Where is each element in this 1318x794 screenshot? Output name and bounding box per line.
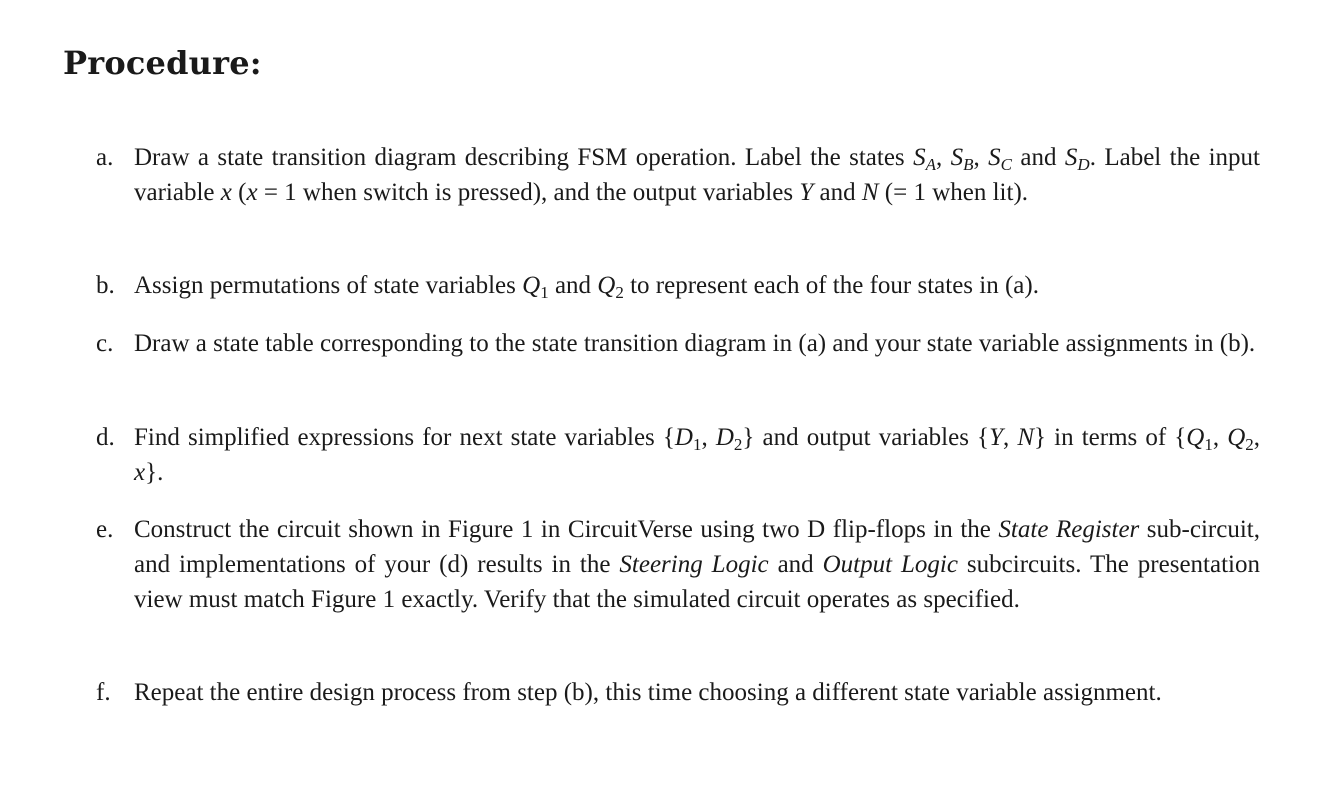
item-marker: a.: [96, 144, 114, 171]
item-text: Draw a state table corresponding to the state transition diagram in (a) and your state variable assignments in (b).: [134, 330, 1256, 357]
item-marker: b.: [96, 272, 115, 299]
item-text: Repeat the entire design process from step (b), this time choosing a different state variable assignment.: [134, 679, 1162, 706]
item-marker: f.: [96, 679, 111, 706]
procedure-item-e: [96, 512, 1260, 617]
item-text: Construct the circuit shown in Figure 1 in CircuitVerse using two D flip-flops in the State Register sub-circuit, and implementations of your (d) results in the Steering Logic and Output Logic subcircuits. The presentation view must match Figure 1 exactly. Verify that the simulated circuit operates as specified.: [134, 516, 1260, 613]
procedure-item-a: [96, 140, 1260, 210]
procedure-heading: Procedure:: [63, 44, 262, 82]
procedure-item-f: [96, 675, 1260, 710]
item-text: Draw a state transition diagram describing FSM operation. Label the states $S_A$, $S_B$, $S_C$ and $S_D$. Label the input variable x (x = 1 when switch is pressed), and the output variables Y and N (= 1 when lit).: [134, 144, 1260, 206]
procedure-item-d: [96, 420, 1260, 490]
procedure-item-c: [96, 326, 1260, 361]
item-text: Assign permutations of state variables $Q_1$ and $Q_2$ to represent each of the four states in (a).: [134, 272, 1039, 303]
item-marker: c.: [96, 330, 114, 357]
item-marker: d.: [96, 424, 115, 451]
item-marker: e.: [96, 516, 114, 543]
procedure-item-b: [96, 268, 1260, 303]
item-text: Find simplified expressions for next state variables {$D_1$, $D_2$} and output variables {Y, N} in terms of {$Q_1$, $Q_2$, x}.: [134, 424, 1261, 486]
